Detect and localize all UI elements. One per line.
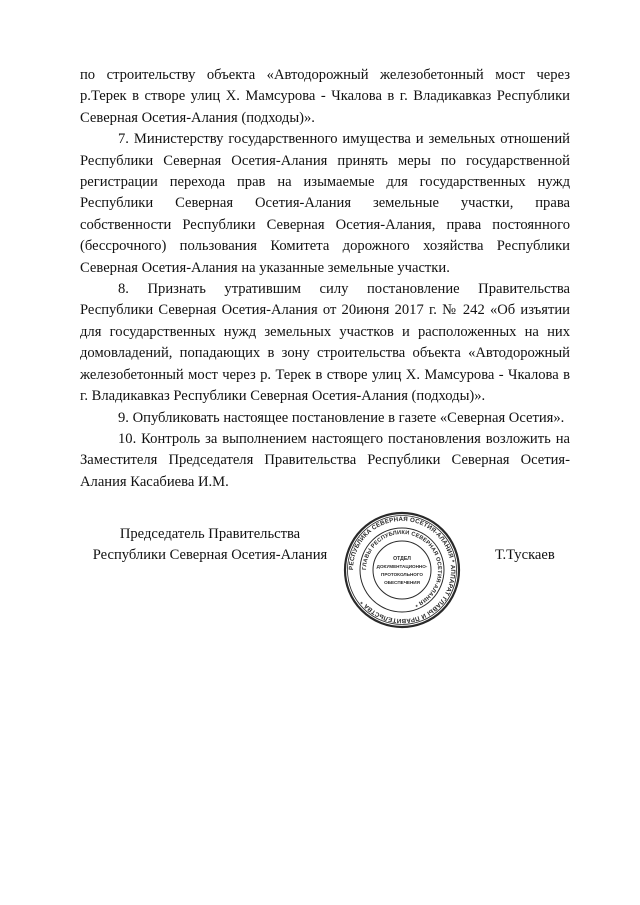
seal-center-line-2: ДОКУМЕНТАЦИОННО- [376,564,428,569]
paragraph-item-10: 10. Контроль за выполнением настоящего постановления возложить на Заместителя Председателя Правительства Республики Северная Осетия-Алания Касабиева И.М. [80,430,570,490]
seal-center-line-3: ПРОТОКОЛЬНОГО [381,572,423,577]
seal-center-line-4: ОБЕСПЕЧЕНИЯ [384,580,420,585]
seal-outer-text: РЕСПУБЛИКА СЕВЕРНАЯ ОСЕТИЯ-АЛАНИЯ * АППАРАТ ГЛАВЫ И ПРАВИТЕЛЬСТВА * [347,515,457,625]
seal-graphic [342,510,462,630]
signatory-title-line-1: Председатель Правительства [119,526,301,542]
paragraph-item-8: 8. Признать утратившим силу постановление Правительства Республики Северная Осетия-Алания от 20июня 2017 г. № 242 «Об изъятии для государственных нужд земельных участков и расположенных на них домовладений, попадающих в зону строительства объекта «Автодорожный железобетонный мост через р. Терек в створе улиц Х. Мамсурова - Чкалова в г. Владикавказ Республики Северная Осетия-Алания (подходы)». [80,281,570,405]
official-seal [342,510,462,630]
signatory-name: Т.Тускаев [495,547,555,563]
paragraph-item-7: 7. Министерству государственного имущества и земельных отношений Республики Северная Осетия-Алания принять меры по государственной регистрации перехода прав на изымаемые для государственных нужд Республики Северная Осетия-Алания земельные участки, права собственности Республики Северная Осетия-Алания, права постоянного (бессрочного) пользования Комитета дорожного хозяйства Республики Северная Осетия-Алания на указанные земельные участки. [80,131,570,276]
paragraph-continuation: по строительству объекта «Автодорожный железобетонный мост через р.Терек в створе улиц Х. Мамсурова - Чкалова в г. Владикавказ Республики Северная Осетия-Алания (подходы)». [80,67,570,126]
signature-block [80,515,580,632]
document-body [80,65,570,493]
signatory-title [80,524,340,567]
paragraph-item-9: 9. Опубликовать настоящее постановление в газете «Северная Осетия». [118,409,565,426]
seal-inner-text: ГЛАВЫ РЕСПУБЛИКИ СЕВЕРНАЯ ОСЕТИЯ-АЛАНИЯ * [361,529,443,608]
seal-center-line-1: ОТДЕЛ [393,556,411,562]
signatory-title-line-2: Республики Северная Осетия-Алания [92,547,328,564]
